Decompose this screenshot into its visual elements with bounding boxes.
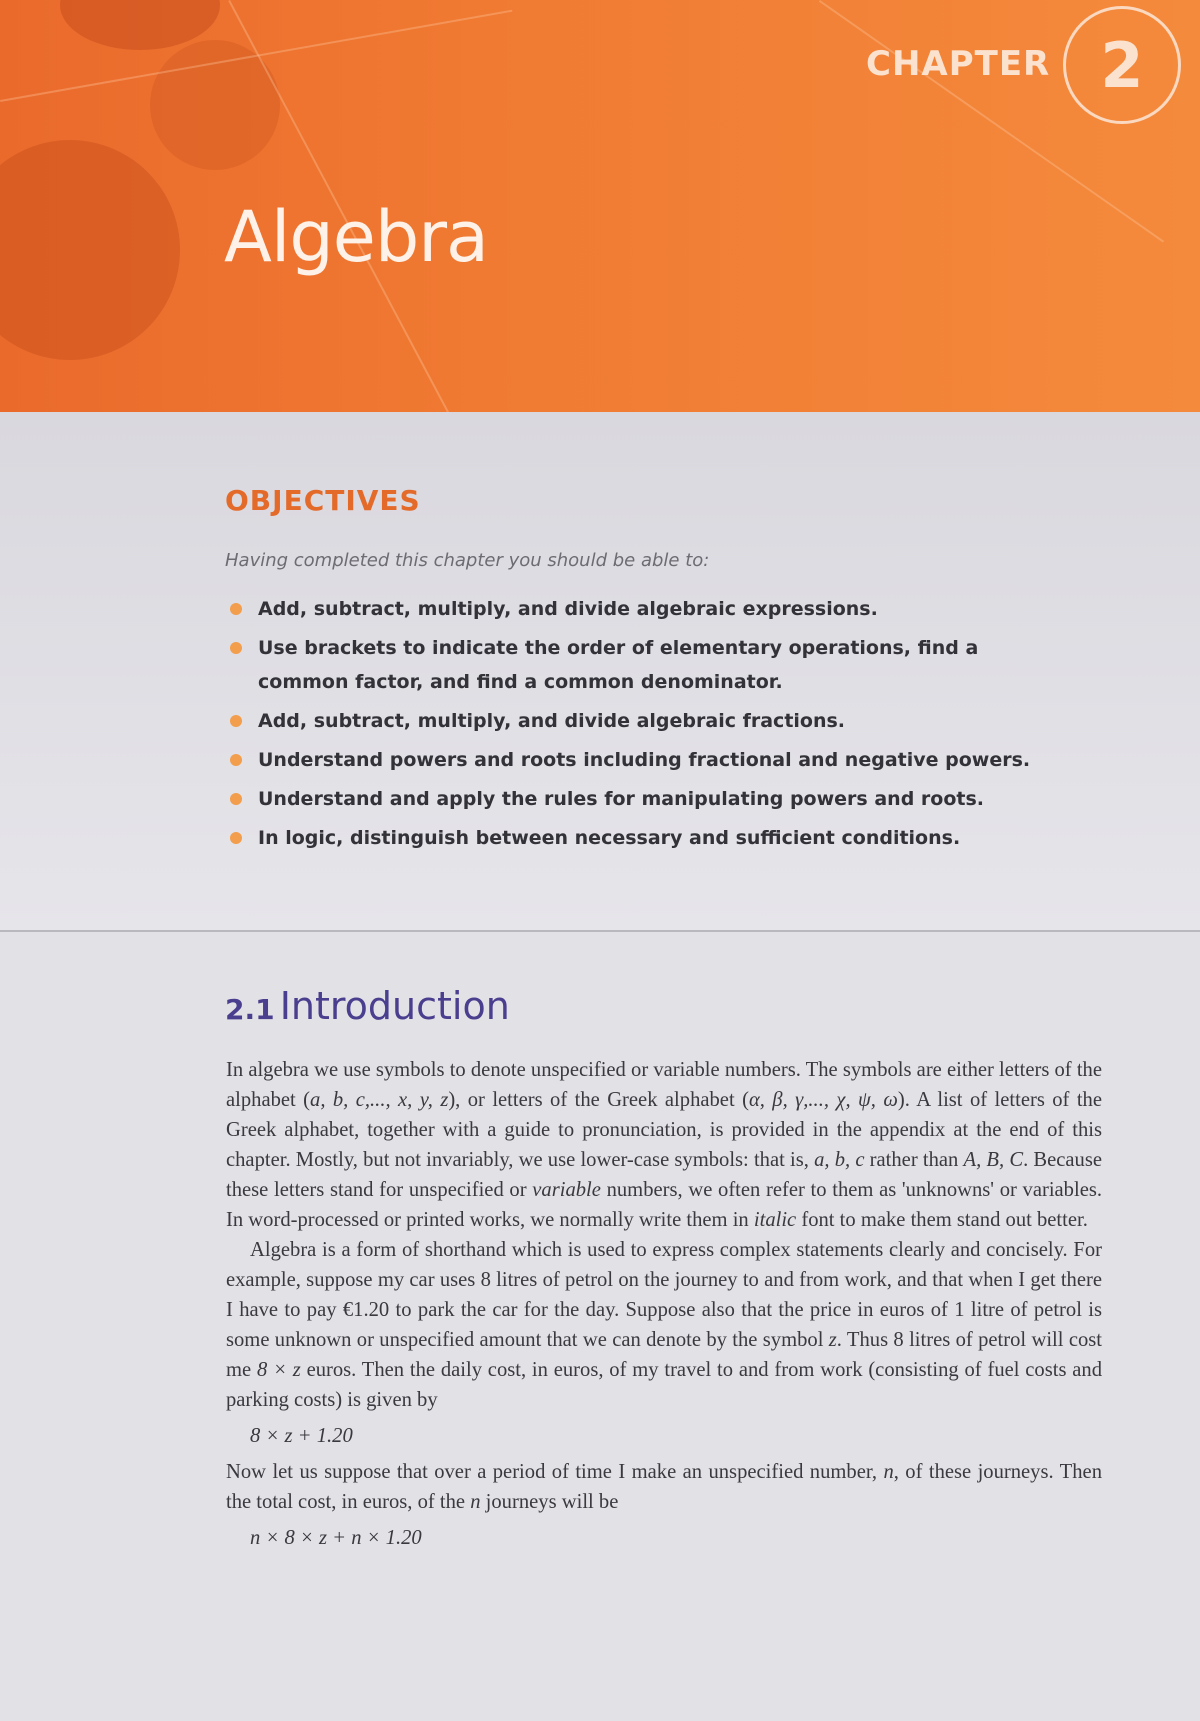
section-divider: [0, 930, 1200, 932]
chapter-title: Algebra: [224, 196, 488, 278]
paragraph: Now let us suppose that over a period of time I make an unspecified number, n, of these journeys. Then the total cost, in euros, of the n journeys will be: [226, 1461, 1102, 1513]
objective-item: Understand powers and roots including fractional and negative powers.: [228, 743, 1048, 777]
decorative-circle: [0, 140, 180, 360]
bullet-icon: [230, 642, 242, 654]
chapter-header-banner: [0, 0, 1200, 412]
section-number: 2.1: [225, 993, 275, 1026]
section-body: [226, 1055, 1102, 1559]
chapter-label: CHAPTER: [866, 44, 1051, 84]
objective-item: Understand and apply the rules for manipulating powers and roots.: [228, 782, 1048, 816]
paragraph: In algebra we use symbols to denote unspecified or variable numbers. The symbols are either letters of the alphabet (a, b, c,..., x, y, z), or letters of the Greek alphabet (α, β, γ,..., χ, ψ, ω). A list of letters of the Greek alphabet, together with a guide to pronunciation, is provided in the appendix at the end of this chapter. Mostly, but not invariably, we use lower-case symbols: that is, a, b, c rather than A, B, C. Because these letters stand for unspecified or variable numbers, we often refer to them as 'unknowns' or variables. In word-processed or printed works, we normally write them in italic font to make them stand out better.: [226, 1059, 1103, 1231]
objective-item: In logic, distinguish between necessary and sufficient conditions.: [228, 821, 1048, 855]
formula: 8 × z + 1.20: [250, 1425, 353, 1447]
objective-item: Add, subtract, multiply, and divide algebraic fractions.: [228, 704, 1048, 738]
objectives-list: [228, 592, 1048, 860]
section-title: Introduction: [279, 984, 510, 1028]
section-heading: [225, 984, 510, 1028]
bullet-icon: [230, 715, 242, 727]
formula: n × 8 × z + n × 1.20: [250, 1527, 422, 1549]
paragraph: Algebra is a form of shorthand which is used to express complex statements clearly and concisely. For example, suppose my car uses 8 litres of petrol on the journey to and from work, and that when I get there I have to pay €1.20 to park the car for the day. Suppose also that the price in euros of 1 litre of petrol is some unknown or unspecified amount that we can denote by the symbol z. Thus 8 litres of petrol will cost me 8 × z euros. Then the daily cost, in euros, of my travel to and from work (consisting of fuel costs and parking costs) is given by: [226, 1239, 1102, 1411]
bullet-icon: [230, 832, 242, 844]
objectives-heading: OBJECTIVES: [225, 484, 421, 517]
bullet-icon: [230, 754, 242, 766]
bullet-icon: [230, 793, 242, 805]
objectives-intro: Having completed this chapter you should be able to:: [225, 550, 710, 571]
bullet-icon: [230, 603, 242, 615]
objective-item: Add, subtract, multiply, and divide algebraic expressions.: [228, 592, 1048, 626]
objective-item: Use brackets to indicate the order of elementary operations, find a common factor, and find a common denominator.: [228, 631, 1048, 699]
chapter-number-badge: 2: [1063, 6, 1181, 124]
